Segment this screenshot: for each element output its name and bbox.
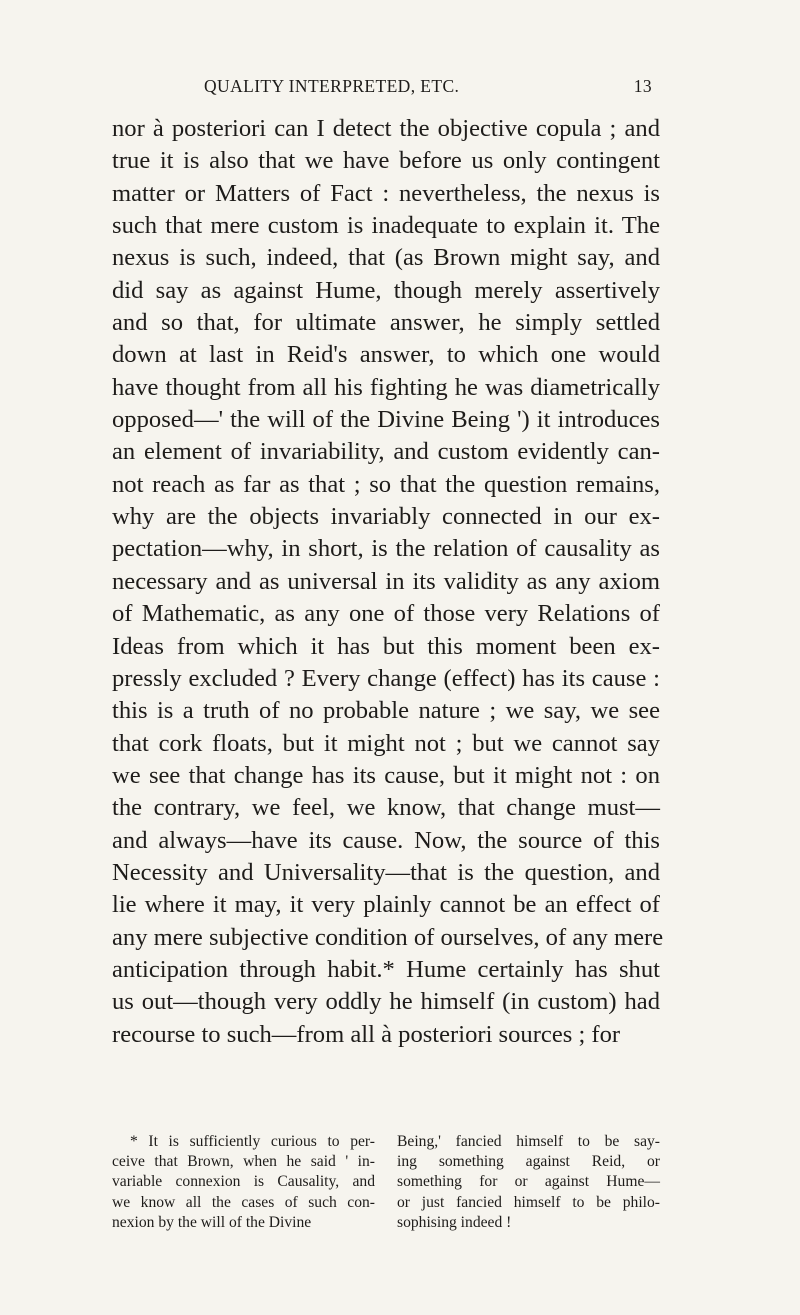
running-header xyxy=(112,76,652,102)
footnote-line: * It is sufficiently curious to per- xyxy=(130,1133,375,1150)
text-line: matter or Matters of Fact : nevertheless, the nexus is xyxy=(112,179,660,207)
page-number: 13 xyxy=(633,76,652,96)
text-line: not reach as far as that ; so that the question remains, xyxy=(112,470,660,498)
footnote-line: ing something against Reid, or xyxy=(397,1153,660,1171)
text-line: and so that, for ultimate answer, he simply settled xyxy=(112,309,660,337)
footnote-line: nexion by the will of the Divine xyxy=(112,1213,312,1231)
text-line: an element of invariability, and custom evidently can- xyxy=(112,438,660,466)
text-line: and always—have its cause. Now, the source of this xyxy=(112,826,660,854)
text-line: nor à posteriori can I detect the objective copula ; and xyxy=(112,115,660,142)
body-text xyxy=(112,113,664,1051)
footnote-line: sophising indeed ! xyxy=(397,1213,512,1231)
footnote-line: variable connexion is Causality, and xyxy=(112,1173,375,1191)
text-line: lie where it may, it very plainly cannot be an effect of xyxy=(112,891,660,919)
text-line: down at last in Reid's answer, to which one would xyxy=(112,341,660,369)
running-title: QUALITY INTERPRETED, ETC. xyxy=(204,76,460,96)
footnote xyxy=(112,1132,660,1231)
text-line: of Mathematic, as any one of those very Relations of xyxy=(112,600,660,628)
text-line: Ideas from which it has but this moment been ex- xyxy=(112,632,660,660)
text-line: nexus is such, indeed, that (as Brown might say, and xyxy=(112,244,660,272)
text-line: have thought from all his fighting he was diametrically xyxy=(112,373,660,401)
text-line: anticipation through habit.* Hume certainly has shut xyxy=(112,955,660,983)
text-line: why are the objects invariably connected in our ex- xyxy=(112,503,660,531)
footnote-line: Being,' fancied himself to be say- xyxy=(397,1133,660,1150)
text-line: necessary and as universal in its validity as any axiom xyxy=(112,567,660,595)
footnote-line: something for or against Hume— xyxy=(397,1173,660,1191)
footnote-column-right xyxy=(397,1132,660,1233)
text-line: recourse to such—from all à posteriori sources ; for xyxy=(112,1020,621,1048)
text-line: did say as against Hume, though merely assertively xyxy=(112,276,660,304)
text-line: Necessity and Universality—that is the question, and xyxy=(112,858,660,886)
footnote-line: ceive that Brown, when he said ' in- xyxy=(112,1153,375,1171)
text-line: pressly excluded ? Every change (effect) has its cause : xyxy=(112,664,660,692)
text-line: us out—though very oddly he himself (in custom) had xyxy=(112,988,660,1016)
text-line: true it is also that we have before us only contingent xyxy=(112,147,660,175)
text-line: pectation—why, in short, is the relation of causality as xyxy=(112,535,660,563)
text-line: we see that change has its cause, but it might not : on xyxy=(112,761,660,789)
text-line: this is a truth of no probable nature ; we say, we see xyxy=(112,697,660,725)
footnote-line: or just fancied himself to be philo- xyxy=(397,1193,660,1211)
text-line: that cork floats, but it might not ; but we cannot say xyxy=(112,729,660,757)
text-line: the contrary, we feel, we know, that change must— xyxy=(112,794,660,822)
footnote-column-left xyxy=(112,1132,375,1233)
text-line: such that mere custom is inadequate to explain it. The xyxy=(112,212,660,240)
footnote-line: we know all the cases of such con- xyxy=(112,1193,375,1211)
text-line: any mere subjective condition of ourselves, of any mere xyxy=(112,923,664,951)
text-line: opposed—' the will of the Divine Being ') it introduces xyxy=(112,406,660,434)
